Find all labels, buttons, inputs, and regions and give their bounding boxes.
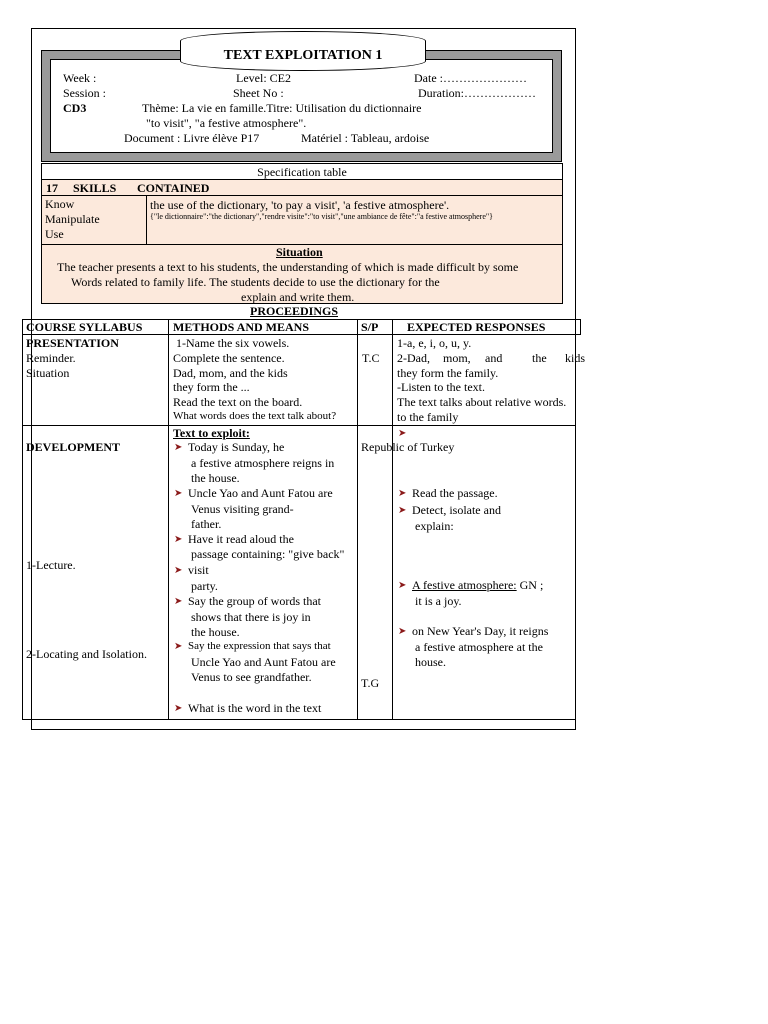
method-line: party.	[191, 579, 218, 593]
method-line: shows that there is joy in	[191, 610, 311, 624]
response-line: on New Year's Day, it reigns	[412, 624, 549, 638]
arrow-bullet-icon: ➤	[174, 442, 183, 453]
text-to-exploit-title: Text to exploit:	[173, 426, 250, 440]
arrow-bullet-icon: ➤	[398, 488, 407, 499]
method-line: What is the word in the text	[188, 701, 322, 715]
method-line: Read the text on the board.	[173, 395, 303, 409]
arrow-bullet-icon: ➤	[174, 534, 183, 545]
response-word: and	[485, 351, 503, 365]
method-line: a festive atmosphere reigns in	[191, 456, 335, 470]
response-line: The text talks about relative words.	[397, 395, 567, 409]
arrow-bullet-icon: ➤	[174, 596, 183, 607]
skill-verbs-cell	[41, 195, 147, 245]
arrow-bullet-icon: ➤	[398, 505, 407, 516]
spec-caption: Specification table	[41, 163, 563, 180]
sp-tg: T.G	[361, 676, 380, 690]
col-header-syllabus: COURSE SYLLABUS	[26, 320, 143, 334]
method-line: What words does the text talk about?	[173, 410, 337, 422]
syllabus-lecture: 1-Lecture.	[26, 558, 76, 572]
arrow-bullet-icon: ➤	[174, 703, 183, 714]
cd-label: CD3	[63, 101, 87, 115]
skill-content-cell	[146, 195, 563, 245]
syllabus-reminder: Reminder.	[26, 351, 76, 365]
skills-row	[41, 179, 563, 196]
table-rule-col-2	[357, 319, 358, 720]
skill-content-line-1: the use of the dictionary, 'to pay a visit', 'a festive atmosphere'.	[150, 198, 450, 212]
skills-number: 17	[46, 181, 58, 195]
situation-cell	[41, 244, 563, 304]
situation-line-2: Words related to family life. The students decide to use the dictionary for the	[71, 275, 440, 289]
table-rule-col-4	[580, 319, 581, 335]
method-line: Uncle Yao and Aunt Fatou are	[188, 486, 333, 500]
verb-use: Use	[45, 227, 64, 241]
response-word: 2-Dad,	[397, 351, 430, 365]
response-line	[412, 578, 543, 593]
response-line: Read the passage.	[412, 486, 498, 500]
response-justified-line	[397, 351, 587, 365]
situation-title: Situation	[276, 245, 323, 259]
response-line: to the family	[397, 410, 459, 424]
arrow-bullet-icon: ➤	[398, 626, 407, 637]
table-rule-col-1	[168, 319, 169, 720]
col-header-responses: EXPECTED RESPONSES	[407, 320, 546, 334]
response-line: 1-a, e, i, o, u, y.	[397, 336, 472, 350]
method-line: the house.	[191, 625, 240, 639]
arrow-bullet-icon: ➤	[398, 580, 407, 591]
syllabus-presentation: PRESENTATION	[26, 336, 119, 350]
document-ref: Document : Livre élève P17	[124, 131, 260, 144]
response-term-note: GN ;	[516, 578, 544, 592]
method-line: Venus visiting grand-	[191, 502, 294, 516]
date-label: Date :…………………	[414, 71, 527, 85]
response-word: mom,	[443, 351, 471, 365]
arrow-bullet-icon: ➤	[174, 488, 183, 499]
method-line: the house.	[191, 471, 240, 485]
syllabus-situation: Situation	[26, 366, 70, 380]
syllabus-locating: 2-Locating and Isolation.	[26, 647, 147, 661]
method-line: visit	[188, 563, 209, 577]
method-line: Say the expression that says that	[188, 640, 331, 652]
method-line: Uncle Yao and Aunt Fatou are	[191, 655, 336, 669]
situation-line-3: explain and write them.	[241, 290, 355, 304]
response-line: a festive atmosphere at the	[415, 640, 543, 654]
verb-know: Know	[45, 197, 75, 211]
table-rule-col-0	[22, 319, 23, 720]
materiel-ref: Matériel : Tableau, ardoise	[301, 131, 430, 144]
method-line: Say the group of words that	[188, 594, 321, 608]
response-line: Detect, isolate and	[412, 503, 501, 517]
theme-line-2: "to visit", "a festive atmosphere".	[146, 116, 307, 130]
sheet-no-label: Sheet No :	[233, 86, 284, 100]
response-word: kids	[565, 351, 586, 365]
response-term: A festive atmosphere:	[412, 578, 517, 592]
method-line: Dad, mom, and the kids	[173, 366, 288, 380]
response-word: the	[532, 351, 547, 365]
duration-label: Duration:………………	[418, 86, 536, 100]
response-line: house.	[415, 655, 446, 669]
sp-note: Republic of Turkey	[361, 440, 455, 454]
method-line: 1-Name the six vowels.	[176, 336, 290, 350]
col-header-sp: S/P	[361, 320, 379, 334]
situation-line-1: The teacher presents a text to his students, the understanding of which is made difficult by some	[57, 260, 519, 274]
col-header-methods: METHODS AND MEANS	[173, 320, 310, 334]
method-line: Complete the sentence.	[173, 351, 285, 365]
syllabus-development: DEVELOPMENT	[26, 440, 121, 454]
table-rule-col-3	[392, 319, 393, 720]
skills-label: SKILLS	[73, 181, 117, 195]
proceedings-title: PROCEEDINGS	[250, 304, 339, 318]
method-line: Have it read aloud the	[188, 532, 294, 546]
method-line: passage containing: "give back"	[191, 547, 345, 561]
response-line: it is a joy.	[415, 594, 462, 608]
table-rule-bottom	[22, 719, 575, 720]
document-line	[124, 131, 504, 144]
arrow-bullet-icon: ➤	[174, 565, 183, 576]
method-line: they form the ...	[173, 380, 250, 394]
method-line: Venus to see grandfather.	[191, 670, 312, 684]
response-line: they form the family.	[397, 366, 499, 380]
verb-manipulate: Manipulate	[45, 212, 100, 226]
method-line: father.	[191, 517, 222, 531]
contained-label: CONTAINED	[137, 181, 210, 195]
response-line: -Listen to the text.	[397, 380, 485, 394]
theme-line-1: Thème: La vie en famille.Titre: Utilisation du dictionnaire	[142, 101, 422, 115]
arrow-bullet-icon: ➤	[398, 428, 407, 439]
arrow-bullet-icon: ➤	[174, 641, 183, 652]
level-label: Level: CE2	[236, 71, 291, 85]
document-title: TEXT EXPLOITATION 1	[180, 31, 426, 71]
session-label: Session :	[63, 86, 107, 100]
response-line: explain:	[415, 519, 454, 533]
table-rule-middle	[22, 425, 575, 426]
week-label: Week :	[63, 71, 97, 85]
skill-content-line-2: {"le dictionnaire":"the dictionary","rendre visite":"to visit","une ambiance de fête":"a festive atmosphere"}	[150, 212, 493, 221]
method-line: Today is Sunday, he	[188, 440, 285, 454]
sp-tc: T.C	[362, 351, 380, 365]
